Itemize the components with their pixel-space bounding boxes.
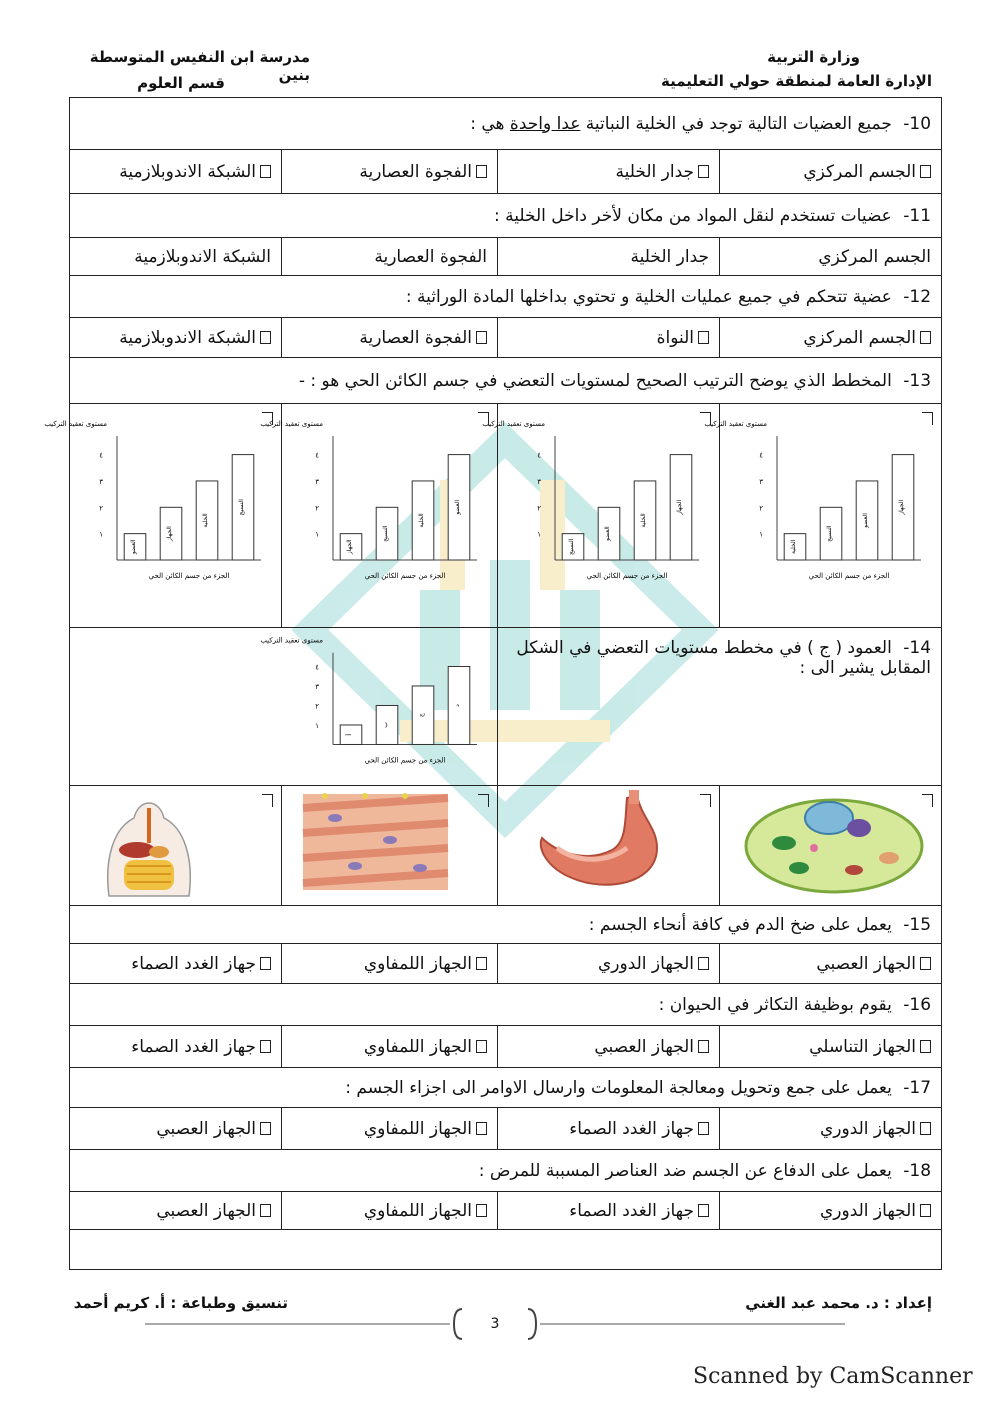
- y-tick-label: ٢: [315, 504, 320, 513]
- y-tick-label: ٢: [315, 702, 320, 711]
- question-text: يعمل على الدفاع عن الجسم ضد العناصر المسببة للمرض :: [478, 1160, 892, 1181]
- option-q15-c[interactable]: الجهاز اللمفاوي: [282, 944, 498, 984]
- q14-figure: [70, 628, 498, 786]
- checkbox[interactable]: [920, 957, 931, 970]
- scanner-footer: Scanned by CamScanner: [693, 1364, 973, 1389]
- question-number: 10-: [903, 113, 932, 134]
- header-ministry: وزارة التربية: [767, 48, 860, 66]
- option-q18-d[interactable]: الجهاز العصبي: [70, 1192, 282, 1230]
- checkbox[interactable]: [476, 957, 487, 970]
- checkbox[interactable]: [260, 1204, 271, 1217]
- option-q10-b[interactable]: جدار الخلية: [498, 150, 720, 194]
- header-department: قسم العلوم: [137, 74, 225, 92]
- footer-typeset-by: تنسيق وطباعة : أ. كريم أحمد: [73, 1294, 288, 1312]
- chart-option-b: [482, 408, 715, 608]
- y-tick-label: ٣: [315, 477, 320, 486]
- bar-label: الجهاز: [346, 539, 354, 555]
- option-q18-a[interactable]: الجهاز الدوري: [720, 1192, 942, 1230]
- y-tick-label: ٤: [759, 451, 764, 460]
- question-number: 18-: [903, 1160, 932, 1181]
- option-q12-c[interactable]: الفجوة العصارية: [282, 318, 498, 358]
- bar-label: النسيج: [826, 525, 834, 542]
- checkbox[interactable]: [476, 331, 487, 344]
- option-q14-b[interactable]: [498, 786, 720, 906]
- y-tick-label: ٤: [537, 451, 542, 460]
- question-number: 14-: [903, 638, 932, 658]
- option-q11-c[interactable]: الفجوة العصارية: [282, 238, 498, 276]
- option-q18-c[interactable]: الجهاز اللمفاوي: [282, 1192, 498, 1230]
- stomach-organ-image: [517, 788, 717, 898]
- checkbox[interactable]: [700, 794, 711, 807]
- question-15: [70, 906, 942, 944]
- option-q14-a[interactable]: [720, 786, 942, 906]
- checkbox[interactable]: [920, 165, 931, 178]
- x-axis-label: الجزء من جسم الكائن الحي: [364, 572, 446, 580]
- bar-label: النسيج: [568, 538, 576, 555]
- y-tick-label: ١: [759, 530, 764, 539]
- bar-label: الجهاز: [676, 499, 684, 515]
- checkbox[interactable]: [262, 794, 273, 807]
- question-17: [70, 1068, 942, 1108]
- page-number: 3: [490, 1316, 500, 1332]
- x-axis-label: الجزء من جسم الكائن الحي: [364, 756, 446, 765]
- header-district: الإدارة العامة لمنطقة حولي التعليمية: [660, 72, 932, 90]
- question-10: [70, 98, 942, 150]
- checkbox[interactable]: [260, 1122, 271, 1135]
- checkbox[interactable]: [920, 1040, 931, 1053]
- checkbox[interactable]: [922, 794, 933, 807]
- checkbox[interactable]: [920, 331, 931, 344]
- questions-table: [44, 97, 942, 1270]
- y-tick-label: ٤: [315, 663, 320, 672]
- checkbox[interactable]: [260, 1040, 271, 1053]
- option-q10-d[interactable]: الشبكة الاندوبلازمية: [70, 150, 282, 194]
- question-number: 17-: [903, 1077, 932, 1098]
- checkbox[interactable]: [260, 957, 271, 970]
- checkbox[interactable]: [920, 1204, 931, 1217]
- option-q15-a[interactable]: الجهاز العصبي: [720, 944, 942, 984]
- checkbox[interactable]: [920, 1122, 931, 1135]
- question-number: 12-: [903, 286, 932, 307]
- bar-label: أ: [346, 733, 354, 736]
- option-q17-a[interactable]: الجهاز الدوري: [720, 1108, 942, 1150]
- y-tick-label: ١: [315, 721, 320, 730]
- question-14: [498, 628, 942, 786]
- checkbox[interactable]: [262, 412, 273, 425]
- option-q16-c[interactable]: الجهاز اللمفاوي: [282, 1026, 498, 1068]
- option-q11-d[interactable]: الشبكة الاندوبلازمية: [70, 238, 282, 276]
- question-emphasis: عدا واحدة: [509, 113, 581, 134]
- y-tick-label: ٢: [759, 504, 764, 513]
- checkbox[interactable]: [698, 1122, 709, 1135]
- chart-title: مستوى تعقيد التركيب: [260, 420, 324, 428]
- y-tick-label: ٢: [537, 504, 542, 513]
- y-tick-label: ٣: [537, 477, 542, 486]
- question-text: عضية تتحكم في جميع عمليات الخلية و تحتوي بداخلها المادة الوراثية :: [405, 286, 892, 307]
- x-axis-label: الجزء من جسم الكائن الحي: [808, 572, 890, 580]
- checkbox[interactable]: [922, 412, 933, 425]
- question-number: 16-: [903, 994, 932, 1015]
- chart-option-d: [44, 408, 277, 608]
- bar-label: العضو: [130, 539, 138, 555]
- question-number: 13-: [903, 370, 932, 391]
- bar-label: العضو: [454, 499, 462, 515]
- bar-label: العضو: [862, 513, 870, 528]
- option-q11-b[interactable]: جدار الخلية: [498, 238, 720, 276]
- question-text: يعمل على جمع وتحويل ومعالجة المعلومات وارسال الاوامر الى اجزاء الجسم :: [345, 1077, 892, 1098]
- footer-prepared-by: إعداد : د. محمد عبد الغني: [745, 1294, 932, 1312]
- option-q12-d[interactable]: الشبكة الاندوبلازمية: [70, 318, 282, 358]
- checkbox[interactable]: [260, 331, 271, 344]
- question-text: يقوم بوظيفة التكاثر في الحيوان :: [658, 994, 892, 1015]
- bar-label: الخلية: [640, 513, 648, 528]
- bar-label: ج: [418, 713, 426, 718]
- question-number: 11-: [903, 205, 932, 226]
- y-tick-label: ٣: [315, 682, 320, 691]
- checkbox[interactable]: [476, 1204, 487, 1217]
- option-q15-b[interactable]: الجهاز الدوري: [498, 944, 720, 984]
- option-q13-c[interactable]: [260, 404, 498, 628]
- option-q16-a[interactable]: الجهاز التناسلي: [720, 1026, 942, 1068]
- question-11: [70, 194, 942, 238]
- chart-title: مستوى تعقيد التركيب: [260, 636, 324, 645]
- option-q17-c[interactable]: الجهاز اللمفاوي: [282, 1108, 498, 1150]
- checkbox[interactable]: [476, 165, 487, 178]
- option-q18-b[interactable]: جهاز الغدد الصماء: [498, 1192, 720, 1230]
- question-text: عضيات تستخدم لنقل المواد من مكان لأخر داخل الخلية :: [494, 205, 892, 226]
- option-q11-a[interactable]: الجسم المركزي: [720, 238, 942, 276]
- chart-option-c: [260, 408, 493, 608]
- y-tick-label: ١: [315, 530, 320, 539]
- bar-label: الجهاز: [898, 499, 906, 515]
- bar-label: الخلية: [790, 539, 798, 555]
- option-q13-d[interactable]: [44, 404, 282, 628]
- bar-label: د: [454, 704, 462, 707]
- bar-label: الخلية: [418, 513, 426, 528]
- checkbox[interactable]: [476, 1040, 487, 1053]
- chart-option-a: [704, 408, 937, 608]
- y-tick-label: ٤: [315, 451, 320, 460]
- x-axis-label: الجزء من جسم الكائن الحي: [586, 572, 668, 580]
- option-q16-b[interactable]: الجهاز العصبي: [498, 1026, 720, 1068]
- option-q17-d[interactable]: الجهاز العصبي: [70, 1108, 282, 1150]
- x-axis-label: الجزء من جسم الكائن الحي: [148, 572, 230, 580]
- option-q10-a[interactable]: الجسم المركزي: [720, 150, 942, 194]
- checkbox[interactable]: [700, 412, 711, 425]
- checkbox[interactable]: [698, 331, 709, 344]
- y-tick-label: ٣: [99, 477, 104, 486]
- option-q12-b[interactable]: النواة: [498, 318, 720, 358]
- checkbox[interactable]: [476, 1122, 487, 1135]
- checkbox[interactable]: [698, 1204, 709, 1217]
- checkbox[interactable]: [478, 794, 489, 807]
- digestive-system-image: [79, 788, 279, 898]
- bar-label: ب: [382, 722, 390, 728]
- chart-title: مستوى تعقيد التركيب: [44, 420, 108, 428]
- option-q14-c[interactable]: [282, 786, 498, 906]
- question-16: [70, 984, 942, 1026]
- checkbox[interactable]: [478, 412, 489, 425]
- bar-label: النسيج: [382, 525, 390, 542]
- option-q16-d[interactable]: جهاز الغدد الصماء: [70, 1026, 282, 1068]
- question-text: المخطط الذي يوضح الترتيب الصحيح لمستويات التعضي في جسم الكائن الحي هو : -: [298, 370, 892, 391]
- header-school: مدرسة ابن النفيس المتوسطة بنين: [89, 48, 310, 84]
- question-text: يعمل على ضخ الدم في كافة أنحاء الجسم :: [588, 914, 892, 935]
- y-tick-label: ٣: [759, 477, 764, 486]
- bar-label: النسيج: [238, 499, 246, 516]
- checkbox[interactable]: [260, 165, 271, 178]
- option-q12-a[interactable]: الجسم المركزي: [720, 318, 942, 358]
- option-q14-d[interactable]: [70, 786, 282, 906]
- y-tick-label: ١: [99, 530, 104, 539]
- checkbox[interactable]: [698, 165, 709, 178]
- plant-cell-image: [739, 788, 939, 898]
- question-12: [70, 276, 942, 318]
- question-text: العمود ( ج ) في مخطط مستويات التعضي في الشكل المقابل يشير الى :: [516, 638, 932, 678]
- question-text-end: هي :: [470, 113, 505, 134]
- option-q17-b[interactable]: جهاز الغدد الصماء: [498, 1108, 720, 1150]
- option-q15-d[interactable]: جهاز الغدد الصماء: [70, 944, 282, 984]
- chart-q14: [260, 632, 493, 780]
- option-q10-c[interactable]: الفجوة العصارية: [282, 150, 498, 194]
- checkbox[interactable]: [698, 957, 709, 970]
- chart-title: مستوى تعقيد التركيب: [704, 420, 768, 428]
- chart-title: مستوى تعقيد التركيب: [482, 420, 546, 428]
- question-13: [70, 358, 942, 404]
- bar-label: الجهاز: [166, 526, 174, 542]
- option-q13-b[interactable]: [482, 404, 720, 628]
- checkbox[interactable]: [698, 1040, 709, 1053]
- question-text: جميع العضيات التالية توجد في الخلية النباتية: [585, 113, 892, 134]
- muscle-tissue-image: [295, 788, 495, 898]
- option-q13-a[interactable]: [704, 404, 942, 628]
- y-tick-label: ٢: [99, 504, 104, 513]
- y-tick-label: ١: [537, 530, 542, 539]
- question-number: 15-: [903, 914, 932, 935]
- bar-label: الخلية: [202, 513, 210, 528]
- y-tick-label: ٤: [99, 451, 104, 460]
- question-18: [70, 1150, 942, 1192]
- bar-label: العضو: [604, 526, 612, 542]
- empty-row: [70, 1230, 942, 1270]
